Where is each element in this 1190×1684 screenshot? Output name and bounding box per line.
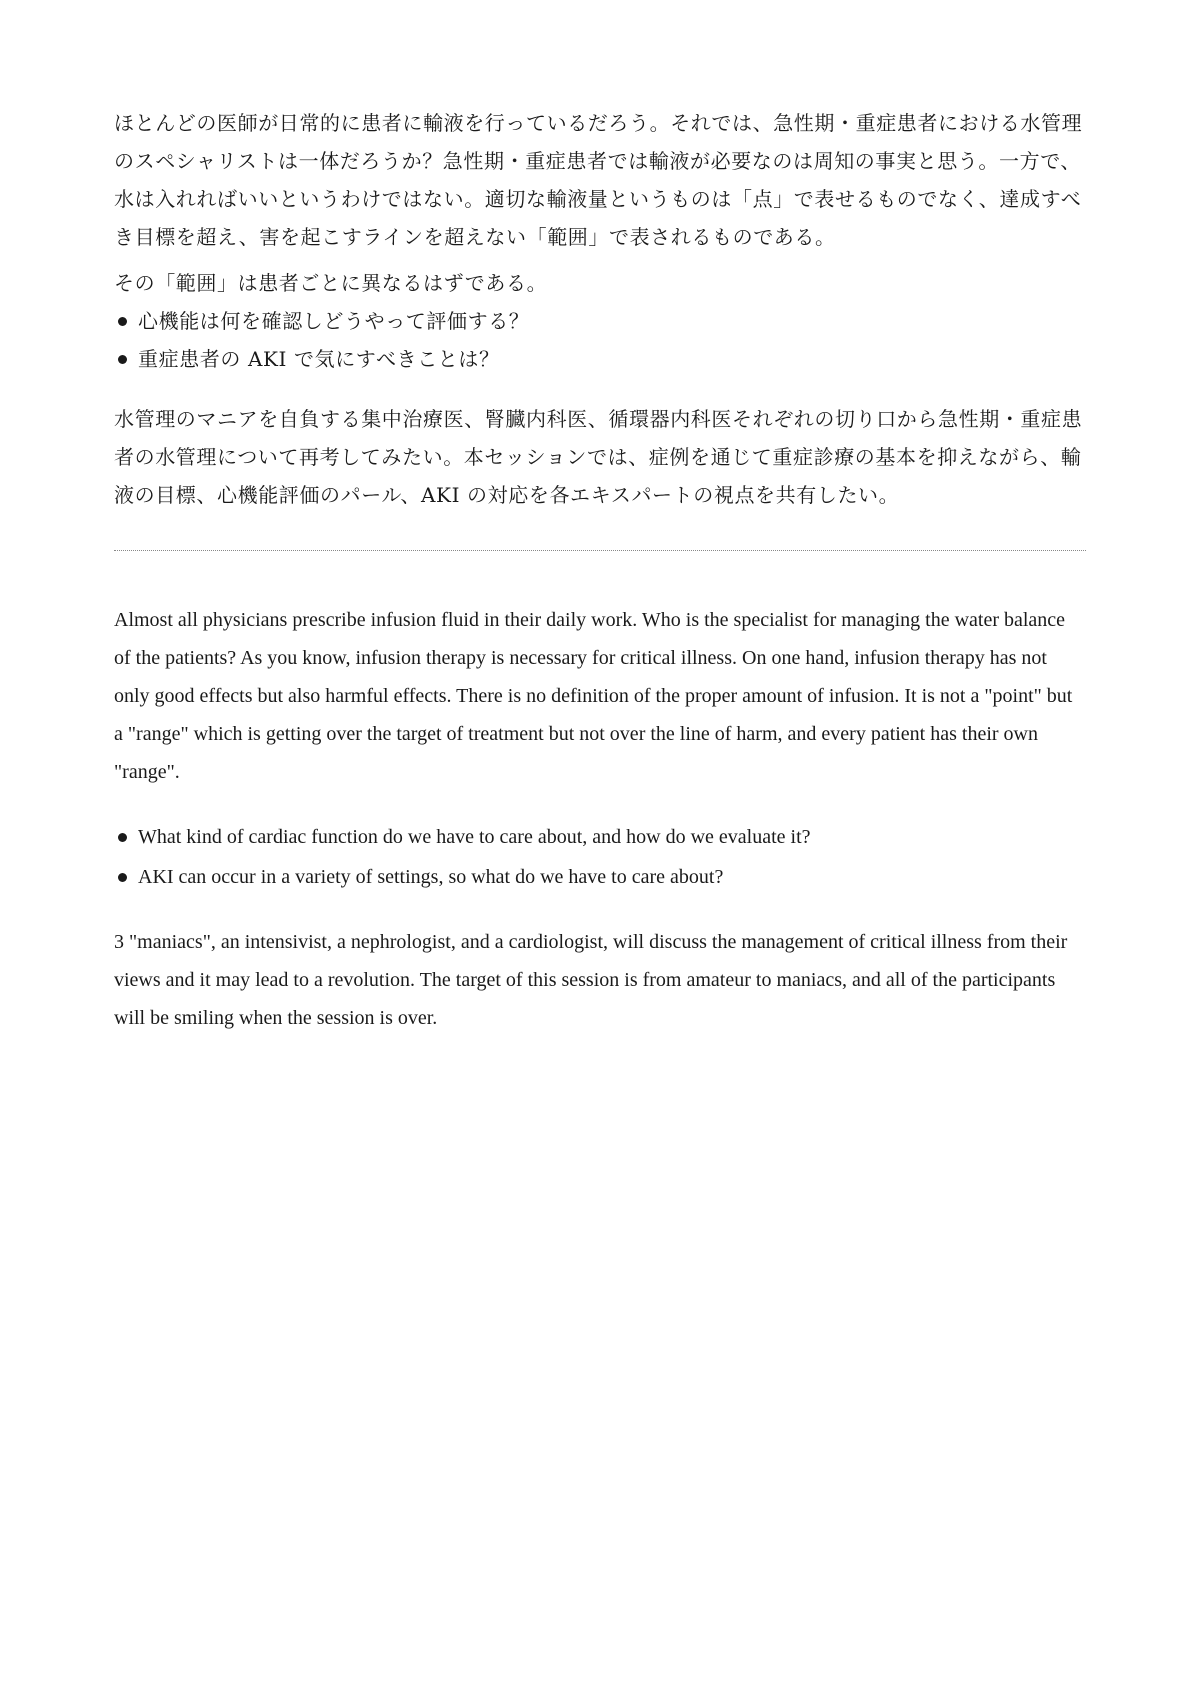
list-item: [114, 817, 1086, 857]
japanese-section: [114, 104, 1086, 514]
section-divider: [114, 550, 1086, 551]
japanese-paragraph-session: 水管理のマニアを自負する集中治療医、腎臓内科医、循環器内科医それぞれの切り口から急性期・重症患者の水管理について再考してみたい。本セッションでは、症例を通じて重症診療の基本を抑えながら、輸液の目標、心機能評価のパール、AKI の対応を各エキスパートの視点を共有したい。: [114, 407, 1083, 507]
english-section: [114, 601, 1086, 1037]
japanese-paragraph-intro: ほとんどの医師が日常的に患者に輸液を行っているだろう。それでは、急性期・重症患者における水管理のスペシャリストは一体だろうか？急性期・重症患者では輸液が必要なのは周知の事実と思う。一方で、水は入れればいいというわけではない。適切な輸液量というものは「点」で表せるものでなく、達成すべき目標を超え、害を起こすラインを超えない「範囲」で表されるものである。: [114, 111, 1083, 249]
english-paragraph-session: 3 "maniacs", an intensivist, a nephrologist, and a cardiologist, will discuss the management of critical illness from their views and it may lead to a revolution. The target of this session is from amateur to maniacs, and all of the participants will be smiling when the session is over.: [114, 931, 1068, 1029]
bullet-dot-icon: [118, 317, 127, 326]
bullet-dot-icon: [118, 833, 127, 842]
japanese-paragraph-range: その「範囲」は患者ごとに異なるはずである。: [114, 271, 548, 295]
list-item-text: 心機能は何を確認しどうやって評価する？: [138, 309, 530, 333]
list-item-text: AKI can occur in a variety of settings, so what do we have to care about?: [138, 866, 724, 888]
japanese-bullet-list: [114, 302, 1086, 378]
english-bullet-list: [114, 817, 1086, 897]
english-paragraph-intro: Almost all physicians prescribe infusion fluid in their daily work. Who is the specialist for managing the water balance of the patients? As you know, infusion therapy is necessary for critical illness. On one hand, infusion therapy has not only good effects but also harmful effects. There is no definition of the proper amount of infusion. It is not a "point" but a "range" which is getting over the target of treatment but not over the line of harm, and every patient has their own "range".: [114, 609, 1073, 783]
document-page: [114, 104, 1086, 1037]
list-item: [114, 857, 1086, 897]
bullet-dot-icon: [118, 355, 127, 364]
list-item-text: 重症患者の AKI で気にすべきことは？: [138, 347, 500, 371]
list-item: [114, 340, 1086, 378]
list-item-text: What kind of cardiac function do we have to care about, and how do we evaluate it?: [138, 826, 811, 848]
list-item: [114, 302, 1086, 340]
bullet-dot-icon: [118, 873, 127, 882]
